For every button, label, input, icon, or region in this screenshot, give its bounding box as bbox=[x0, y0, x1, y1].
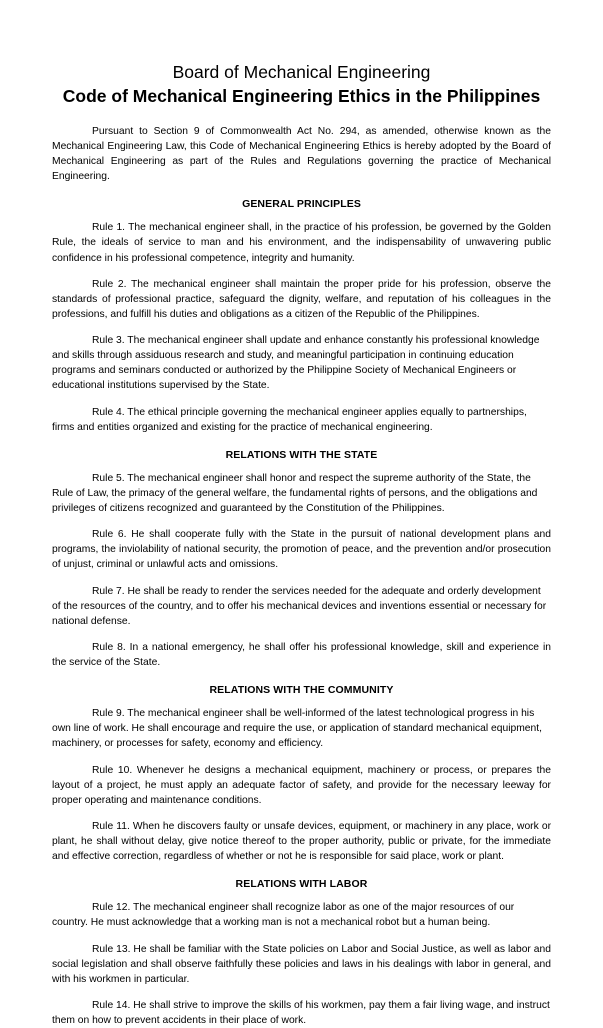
section-heading-relations-with-the-community: RELATIONS WITH THE COMMUNITY bbox=[209, 684, 394, 697]
rule-paragraph: Rule 7. He shall be ready to render the services needed for the adequate and orderly development of the resources of the country, and to offer his mechanical devices and inventions essential or necessary for national defense. bbox=[52, 585, 547, 627]
section-heading-general-principles: GENERAL PRINCIPLES bbox=[242, 198, 361, 211]
rule-paragraph: Rule 5. The mechanical engineer shall honor and respect the supreme authority of the State, the Rule of Law, the primacy of the general welfare, the fundamental rights of persons, and the obligations and privileges of citizens recognized and guaranteed by the Constitution of the Philippines. bbox=[52, 472, 538, 514]
rule-paragraph: Rule 1. The mechanical engineer shall, in the practice of his profession, be governed by the Golden Rule, the ideals of service to man and his environment, and the indispensability of unwavering public confidence in his professional competence, integrity and humanity. bbox=[52, 222, 551, 264]
page-title-line-2: Code of Mechanical Engineering Ethics in the Philippines bbox=[62, 85, 541, 106]
rule-paragraph: Rule 9. The mechanical engineer shall be well-informed of the latest technological progress in his own line of work. He shall encourage and require the use, or application of standard mechanical equipment, machinery, or processes for safety, economy and efficiency. bbox=[52, 708, 542, 750]
rule-paragraph: Rule 11. When he discovers faulty or unsafe devices, equipment, or machinery in any place, work or plant, he shall without delay, give notice thereof to the proper authority, public or private, for the immediate and effective correction, regardless of whether or not he is responsible for said place, work or plant. bbox=[52, 820, 551, 863]
rule-paragraph: Rule 14. He shall strive to improve the skills of his workmen, pay them a fair living wage, and instruct them on how to prevent accidents in their place of work. bbox=[52, 999, 550, 1026]
rule-paragraph: Rule 3. The mechanical engineer shall update and enhance constantly his professional knowledge and skills through assiduous research and study, and meaningful participation in continuing education programs and seminars conducted or authorized by the Philippine Society of Mechanical Engineers or educational institutions supervised by the State. bbox=[52, 335, 540, 392]
section-heading-relations-with-labor: RELATIONS WITH LABOR bbox=[235, 878, 368, 891]
rule-paragraph: Rule 13. He shall be familiar with the State policies on Labor and Social Justice, as well as labor and social legislation and shall observe faithfully these policies and laws in his dealings with labor in general, and with his workmen in particular. bbox=[52, 943, 551, 985]
section-heading-relations-with-the-state: RELATIONS WITH THE STATE bbox=[225, 448, 378, 461]
rule-paragraph: Rule 4. The ethical principle governing the mechanical engineer applies equally to partnerships, firms and entities organized and existing for the practice of mechanical engineering. bbox=[52, 406, 527, 433]
intro-paragraph: Pursuant to Section 9 of Commonwealth Act No. 294, as amended, otherwise known as the Mechanical Engineering Law, this Code of Mechanical Engineering Ethics is hereby adopted by the Board of Mechanical Engineering as part of the Rules and Regulations governing the practice of Mechanical Engineering. bbox=[52, 125, 551, 183]
rule-paragraph: Rule 2. The mechanical engineer shall maintain the proper pride for his profession, observe the standards of professional practice, safeguard the dignity, welfare, and reputation of his colleagues in the professions, and fulfill his duties and obligations as a citizen of the Republic of the Philippines. bbox=[52, 278, 551, 320]
rule-paragraph: Rule 6. He shall cooperate fully with the State in the pursuit of national development plans and programs, the inviolability of national security, the promotion of peace, and the prevention and/or prosecution of unjust, criminal or unlawful acts and omissions. bbox=[52, 529, 551, 571]
rule-paragraph: Rule 10. Whenever he designs a mechanical equipment, machinery or process, or prepares the layout of a project, he must apply an adequate factor of safety, and provide for the necessary leeway for proper operating and maintenance conditions. bbox=[52, 764, 551, 806]
rule-paragraph: Rule 12. The mechanical engineer shall recognize labor as one of the major resources of our country. He must acknowledge that a working man is not a mechanical robot but a human being. bbox=[52, 902, 515, 929]
page-title-line-1: Board of Mechanical Engineering bbox=[172, 62, 431, 82]
rule-paragraph: Rule 8. In a national emergency, he shall offer his professional knowledge, skill and experience in the service of the State. bbox=[52, 641, 551, 668]
